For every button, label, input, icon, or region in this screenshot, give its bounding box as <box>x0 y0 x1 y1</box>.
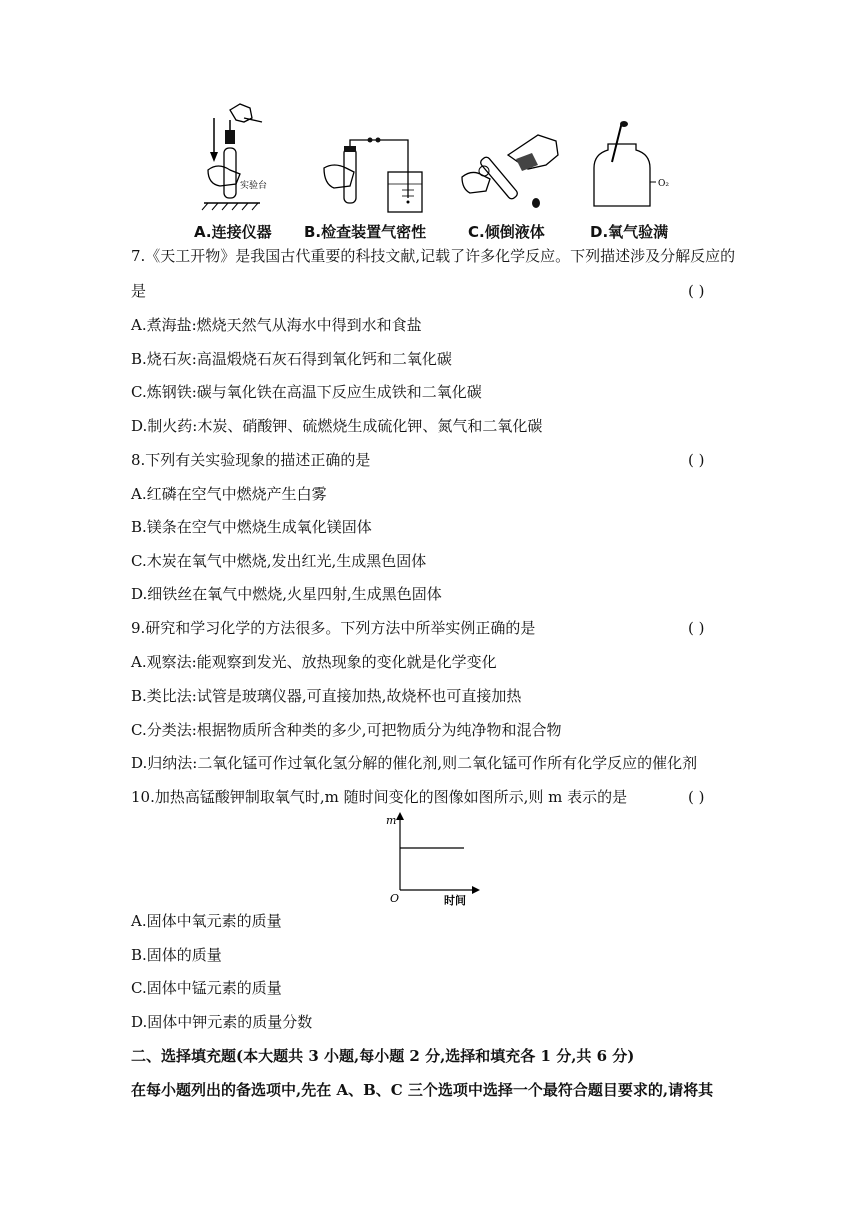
figure-connect-apparatus <box>200 100 290 215</box>
graph-y-label: m <box>386 814 397 827</box>
question-10-stem: 10.加热高锰酸钾制取氧气时,m 随时间变化的图像如图所示,则 m 表示的是 <box>131 788 628 806</box>
question-8-option-c: C.木炭在氧气中燃烧,发出红光,生成黑色固体 <box>131 552 427 570</box>
figure-airtightness-check <box>320 138 430 218</box>
figure-label-pour: C.倾倒液体 <box>468 223 545 241</box>
question-9-option-a: A.观察法:能观察到发光、放热现象的变化就是化学变化 <box>131 653 497 671</box>
answer-blank-8[interactable]: ( ) <box>688 451 705 469</box>
section-2-instruction: 在每小题列出的备选项中,先在 A、B、C 三个选项中选择一个最符合题目要求的,请将其 <box>131 1081 714 1099</box>
graph-origin-label: O <box>390 892 400 905</box>
figure-label-airtightness: B.检查装置气密性 <box>304 223 427 241</box>
question-8-option-a: A.红磷在空气中燃烧产生白雾 <box>131 485 327 503</box>
question-10-option-d: D.固体中钾元素的质量分数 <box>131 1013 313 1031</box>
question-7-option-a: A.煮海盐:燃烧天然气从海水中得到水和食盐 <box>131 316 422 334</box>
question-7-stem-cont: 是 <box>131 282 147 300</box>
figure-pour-liquid <box>458 125 568 215</box>
figure-label-oxygen: D.氧气验满 <box>590 223 669 241</box>
question-10-graph <box>382 812 482 907</box>
o2-label: O₂ <box>658 179 669 189</box>
section-2-heading: 二、选择填充题(本大题共 3 小题,每小题 2 分,选择和填充各 1 分,共 6 分) <box>131 1047 635 1065</box>
question-10-option-c: C.固体中锰元素的质量 <box>131 979 282 997</box>
question-8-option-d: D.细铁丝在氧气中燃烧,火星四射,生成黑色固体 <box>131 585 442 603</box>
question-9-stem: 9.研究和学习化学的方法很多。下列方法中所举实例正确的是 <box>131 619 536 637</box>
question-8-option-b: B.镁条在空气中燃烧生成氧化镁固体 <box>131 518 372 536</box>
graph-x-label: 时间 <box>444 894 466 907</box>
question-10-option-a: A.固体中氧元素的质量 <box>131 912 282 930</box>
question-8-stem: 8.下列有关实验现象的描述正确的是 <box>131 451 371 469</box>
question-7-stem: 7.《天工开物》是我国古代重要的科技文献,记载了许多化学反应。下列描述涉及分解反应的 <box>131 247 736 265</box>
figure-label-connect: A.连接仪器 <box>194 223 272 241</box>
answer-blank-10[interactable]: ( ) <box>688 788 705 806</box>
question-9-option-c: C.分类法:根据物质所含种类的多少,可把物质分为纯净物和混合物 <box>131 721 562 739</box>
figure-oxygen-full-check <box>592 122 672 217</box>
bench-label: 实验台 <box>240 181 268 191</box>
question-7-option-d: D.制火药:木炭、硝酸钾、硫燃烧生成硫化钾、氮气和二氧化碳 <box>131 417 543 435</box>
question-7-option-b: B.烧石灰:高温煅烧石灰石得到氧化钙和二氧化碳 <box>131 350 452 368</box>
question-9-option-d: D.归纳法:二氧化锰可作过氧化氢分解的催化剂,则二氧化锰可作所有化学反应的催化剂 <box>131 754 698 772</box>
answer-blank-9[interactable]: ( ) <box>688 619 705 637</box>
question-9-option-b: B.类比法:试管是玻璃仪器,可直接加热,故烧杯也可直接加热 <box>131 687 522 705</box>
question-10-option-b: B.固体的质量 <box>131 946 222 964</box>
question-7-option-c: C.炼钢铁:碳与氧化铁在高温下反应生成铁和二氧化碳 <box>131 383 482 401</box>
answer-blank-7[interactable]: ( ) <box>688 282 705 300</box>
